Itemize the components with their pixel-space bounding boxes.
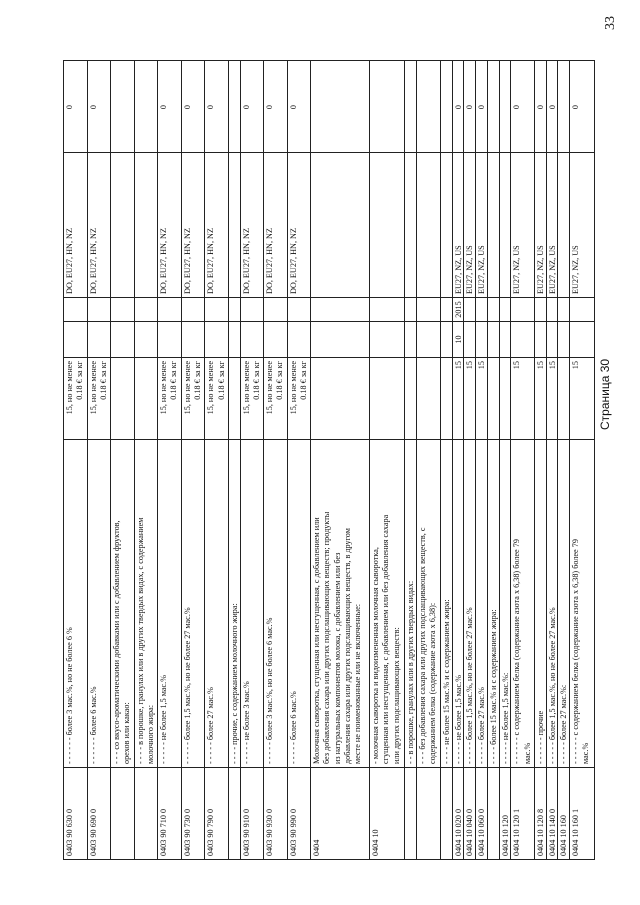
tariff-code <box>111 767 134 859</box>
product-description <box>264 439 287 767</box>
country-list: DO, EU27, HN, NZ <box>158 152 181 297</box>
tariff-code <box>417 767 440 859</box>
quota-value: 0 <box>265 105 275 110</box>
duty-rate-line: 15 <box>465 361 475 370</box>
table-row <box>264 61 288 859</box>
reduced-rate <box>558 321 569 357</box>
duty-rate-line: 0.18 € за кг <box>98 361 108 400</box>
product-description <box>229 439 240 767</box>
product-description <box>311 439 369 767</box>
product-description <box>511 439 534 767</box>
duty-rate-line: 0.18 € за кг <box>275 361 285 400</box>
table-row <box>511 61 535 859</box>
reduced-rate <box>64 321 87 357</box>
duty-rate-line: 0.18 € за кг <box>169 361 179 400</box>
country-list: EU27, NZ, US <box>476 152 487 297</box>
quota-value <box>229 102 240 152</box>
implementation-year <box>182 297 205 321</box>
tariff-code <box>405 767 416 859</box>
reduced-rate <box>547 321 558 357</box>
country-list: EU27, NZ, US <box>464 152 475 297</box>
implementation-year <box>511 297 534 321</box>
country-list <box>500 152 511 297</box>
country-list <box>111 152 134 297</box>
duty-rate-line: 15, но не менее <box>88 361 98 415</box>
table-row <box>135 61 159 859</box>
reduced-rate <box>111 321 134 357</box>
description-line: - - - - более 15 мас.% и с содержанием жира: <box>488 609 498 764</box>
description-line: - - - - - - прочие <box>535 710 545 764</box>
quota-value <box>111 102 134 152</box>
description-line: - - - - не более 15 мас.% и с содержанием жира: <box>441 599 451 764</box>
country-list <box>135 152 158 297</box>
table-row <box>464 61 476 859</box>
product-description <box>500 439 511 767</box>
tariff-code: 0404 10 160 1 <box>570 767 594 859</box>
base-duty-rate <box>464 357 475 439</box>
tariff-code: 0403 90 730 0 <box>182 767 205 859</box>
quota-value <box>500 102 511 152</box>
quota-value: 0 <box>512 105 522 110</box>
product-description <box>535 439 546 767</box>
reduced-rate <box>182 321 205 357</box>
duty-rate-line: 15 <box>477 361 487 370</box>
table-row <box>570 61 594 859</box>
base-duty-rate <box>417 357 440 439</box>
tariff-code: 0403 90 910 0 <box>241 767 264 859</box>
product-description <box>370 439 404 767</box>
duty-rate-line: 0.18 € за кг <box>192 361 202 400</box>
duty-rate-line: 0.18 € за кг <box>251 361 261 400</box>
duty-rate-line: 15 <box>535 361 545 370</box>
duty-rate-line: 15, но не менее <box>182 361 192 415</box>
quota-value <box>488 102 499 152</box>
table-row <box>158 61 182 859</box>
reduced-rate <box>229 321 240 357</box>
implementation-year <box>205 297 228 321</box>
table-row <box>370 61 405 859</box>
implementation-year <box>488 297 499 321</box>
description-line: - - - - - не более 3 мас.% <box>241 681 251 764</box>
country-list <box>441 152 452 297</box>
reduced-rate <box>241 321 264 357</box>
description-line: - - - - - более 1,5 мас.%, но не более 27 мас.% <box>182 607 192 764</box>
base-duty-rate <box>441 357 452 439</box>
reduced-rate <box>135 321 158 357</box>
quota-value: 0 <box>571 105 581 110</box>
reduced-rate <box>158 321 181 357</box>
table-row <box>88 61 112 859</box>
duty-rate-line: 15, но не менее <box>265 361 275 415</box>
duty-rate-line: 0.18 € за кг <box>75 361 85 400</box>
base-duty-rate <box>205 357 228 439</box>
implementation-year <box>64 297 87 321</box>
duty-rate-line: 15 <box>571 361 581 370</box>
country-list <box>417 152 440 297</box>
base-duty-rate <box>311 357 369 439</box>
country-list: EU27, NZ, US <box>535 152 546 297</box>
quota-value: 0 <box>535 105 545 110</box>
reduced-rate <box>205 321 228 357</box>
reduced-rate <box>511 321 534 357</box>
duty-rate-line: 15 <box>453 361 463 370</box>
implementation-year <box>464 297 475 321</box>
table-row <box>111 61 135 859</box>
implementation-year <box>158 297 181 321</box>
country-list <box>488 152 499 297</box>
description-line: - - - - - - более 6 мас.% <box>88 686 98 764</box>
base-duty-rate <box>370 357 404 439</box>
product-description <box>135 439 158 767</box>
quota-value: 0 <box>547 105 557 110</box>
description-line: содержанием белка (содержание азота х 6,38): <box>428 602 438 764</box>
implementation-year <box>241 297 264 321</box>
description-line: - - - - - более 3 мас.%, но не более 6 мас.% <box>265 617 275 764</box>
description-line: - - - - - не более 1,5 мас.% <box>159 674 169 764</box>
tariff-table <box>63 60 595 860</box>
table-row <box>547 61 559 859</box>
country-list <box>370 152 404 297</box>
tariff-code: 0403 90 930 0 <box>264 767 287 859</box>
reduced-rate <box>476 321 487 357</box>
description-line: - - - без добавления сахара или других подслащивающих веществ, с <box>418 527 428 764</box>
base-duty-rate <box>158 357 181 439</box>
description-line: или других подслащивающих веществ: <box>391 627 401 764</box>
duty-rate-line: 15, но не менее <box>159 361 169 415</box>
table-row <box>535 61 547 859</box>
table-row <box>288 61 312 859</box>
implementation-year <box>441 297 452 321</box>
description-line: Молочная сыворотка, сгущенная или несгущенная, с добавлением или <box>312 517 322 764</box>
product-description <box>570 439 594 767</box>
country-list <box>558 152 569 297</box>
reduced-rate <box>464 321 475 357</box>
base-duty-rate <box>405 357 416 439</box>
quota-value <box>417 102 440 152</box>
description-line: молочного жира: <box>145 704 155 764</box>
tariff-code: 0403 90 630 0 <box>64 767 87 859</box>
implementation-year <box>264 297 287 321</box>
quota-value: 0 <box>241 105 251 110</box>
implementation-year <box>476 297 487 321</box>
country-list: DO, EU27, HN, NZ <box>88 152 111 297</box>
base-duty-rate <box>111 357 134 439</box>
country-list: EU27, NZ, US <box>547 152 558 297</box>
product-description <box>453 439 464 767</box>
duty-rate-line: 15, но не менее <box>206 361 216 415</box>
country-list <box>229 152 240 297</box>
tariff-code: 0404 10 040 0 <box>464 767 475 859</box>
duty-rate-line: 15, но не менее <box>288 361 298 415</box>
tariff-code: 0404 10 060 0 <box>476 767 487 859</box>
reduced-rate <box>370 321 404 357</box>
product-description <box>547 439 558 767</box>
base-duty-rate <box>264 357 287 439</box>
product-description <box>241 439 264 767</box>
implementation-year <box>547 297 558 321</box>
implementation-year <box>417 297 440 321</box>
description-line: - - - - - не более 1,5 мас.% <box>453 674 463 764</box>
table-row <box>205 61 229 859</box>
implementation-year <box>535 297 546 321</box>
reduced-rate <box>570 321 594 357</box>
country-list <box>311 152 369 297</box>
base-duty-rate <box>453 357 464 439</box>
quota-value <box>370 102 404 152</box>
tariff-code: 0404 10 120 8 <box>535 767 546 859</box>
implementation-year <box>570 297 594 321</box>
tariff-code <box>441 767 452 859</box>
country-list: EU27, NZ, US <box>453 152 464 297</box>
description-line: - молочная сыворотка и видоизмененная молочная сыворотка, <box>371 547 381 764</box>
product-description <box>288 439 311 767</box>
reduced-rate: 10 <box>453 321 464 357</box>
table-row <box>417 61 441 859</box>
description-line: - - - - прочие, с содержанием молочного жира: <box>229 603 239 764</box>
page-number-handwritten: 33 <box>603 16 618 30</box>
description-line: - - - - - - с содержанием белка (содержание азота х 6,38) более 79 <box>512 539 522 764</box>
description-line: без добавления сахара или других подслащивающих веществ; продукты <box>322 511 332 764</box>
description-line: добавления сахара или других подслащивающих веществ, в другом <box>342 528 352 764</box>
duty-rate-line: 15, но не менее <box>241 361 251 415</box>
table-row <box>229 61 241 859</box>
tariff-code: 0404 10 120 <box>500 767 511 859</box>
reduced-rate <box>441 321 452 357</box>
reduced-rate <box>311 321 369 357</box>
description-line: - - - - - более 27 мас.%: <box>559 684 569 764</box>
reduced-rate <box>88 321 111 357</box>
product-description <box>158 439 181 767</box>
country-list: DO, EU27, HN, NZ <box>241 152 264 297</box>
implementation-year <box>370 297 404 321</box>
tariff-code <box>229 767 240 859</box>
description-line: мас.% <box>581 742 591 764</box>
tariff-code: 0404 10 <box>370 767 404 859</box>
description-line: - - - со вкусо-ароматическими добавками или с добавлением фруктов, <box>112 520 122 764</box>
tariff-code: 0404 10 120 1 <box>511 767 534 859</box>
product-description <box>405 439 416 767</box>
product-description <box>558 439 569 767</box>
quota-value: 0 <box>465 105 475 110</box>
base-duty-rate <box>500 357 511 439</box>
quota-value <box>441 102 452 152</box>
table-row <box>476 61 488 859</box>
quota-value: 0 <box>159 105 169 110</box>
tariff-code: 0403 90 690 0 <box>88 767 111 859</box>
country-list: DO, EU27, HN, NZ <box>182 152 205 297</box>
quota-value: 0 <box>182 105 192 110</box>
quota-value: 0 <box>206 105 216 110</box>
country-list: EU27, NZ, US <box>570 152 594 297</box>
product-description <box>64 439 87 767</box>
quota-value: 0 <box>88 105 98 110</box>
table-row <box>488 61 500 859</box>
implementation-year <box>405 297 416 321</box>
description-line: мас.% <box>522 742 532 764</box>
reduced-rate <box>264 321 287 357</box>
implementation-year: 2015 <box>453 297 464 321</box>
description-line: - - - - - более 6 мас.% <box>288 691 298 764</box>
product-description <box>417 439 440 767</box>
product-description <box>488 439 499 767</box>
quota-value <box>558 102 569 152</box>
base-duty-rate <box>241 357 264 439</box>
description-line: сгущенная или несгущенная, с добавлением или без добавления сахара <box>381 514 391 764</box>
product-description <box>464 439 475 767</box>
description-line: из натуральных компонентов молока, с добавлением или без <box>332 552 342 764</box>
duty-rate-line: 0.18 € за кг <box>298 361 308 400</box>
country-list: EU27, NZ, US <box>511 152 534 297</box>
base-duty-rate <box>558 357 569 439</box>
reduced-rate <box>417 321 440 357</box>
implementation-year <box>88 297 111 321</box>
base-duty-rate <box>535 357 546 439</box>
tariff-code <box>488 767 499 859</box>
tariff-code: 0403 90 790 0 <box>205 767 228 859</box>
table-row <box>64 61 88 859</box>
description-line: - - - - - - более 3 мас.%, но не более 6 % <box>65 627 74 764</box>
description-line: - - - - - не более 1,5 мас.%: <box>500 672 510 764</box>
reduced-rate <box>500 321 511 357</box>
reduced-rate <box>535 321 546 357</box>
product-description <box>205 439 228 767</box>
country-list: DO, EU27, HN, NZ <box>64 152 87 297</box>
base-duty-rate <box>64 357 87 439</box>
base-duty-rate <box>547 357 558 439</box>
table-row <box>241 61 265 859</box>
tariff-code: 0404 10 020 0 <box>453 767 464 859</box>
base-duty-rate <box>488 357 499 439</box>
country-list: DO, EU27, HN, NZ <box>205 152 228 297</box>
description-line: - - - - - более 1,5 мас.%, но не более 27 мас.% <box>465 607 475 764</box>
base-duty-rate <box>182 357 205 439</box>
quota-value: 0 <box>288 105 298 110</box>
base-duty-rate <box>288 357 311 439</box>
product-description <box>441 439 452 767</box>
table-row <box>453 61 465 859</box>
country-list: DO, EU27, HN, NZ <box>264 152 287 297</box>
description-line: - - - - - - с содержанием белка (содержание азота х 6,38) более 79 <box>571 539 581 764</box>
table-row <box>311 61 370 859</box>
implementation-year <box>311 297 369 321</box>
country-list: DO, EU27, HN, NZ <box>288 152 311 297</box>
table-row <box>441 61 453 859</box>
tariff-code: 0403 90 710 0 <box>158 767 181 859</box>
description-line: месте не поименованные или не включенные: <box>353 603 363 764</box>
product-description <box>111 439 134 767</box>
product-description <box>88 439 111 767</box>
tariff-code <box>135 767 158 859</box>
base-duty-rate <box>88 357 111 439</box>
duty-rate-line: 15 <box>547 361 557 370</box>
implementation-year <box>135 297 158 321</box>
implementation-year <box>500 297 511 321</box>
quota-value <box>311 102 369 152</box>
quota-value <box>135 102 158 152</box>
table-row <box>405 61 417 859</box>
reduced-rate <box>288 321 311 357</box>
duty-rate-line: 0.18 € за кг <box>216 361 226 400</box>
quota-value <box>405 102 416 152</box>
description-line: - - - - - более 27 мас.% <box>477 687 487 764</box>
page-footer: Страница 30 <box>598 358 612 430</box>
implementation-year <box>558 297 569 321</box>
tariff-code: 0404 <box>311 767 369 859</box>
base-duty-rate <box>570 357 594 439</box>
description-line: - - в порошке, гранулах или в других твердых видах: <box>406 580 416 764</box>
duty-rate-line: 15 <box>512 361 522 370</box>
implementation-year <box>288 297 311 321</box>
base-duty-rate <box>476 357 487 439</box>
reduced-rate <box>405 321 416 357</box>
table-row <box>182 61 206 859</box>
base-duty-rate <box>135 357 158 439</box>
description-line: - - - - - более 1,5 мас.%, но не более 27 мас.% <box>547 607 557 764</box>
country-list <box>405 152 416 297</box>
base-duty-rate <box>229 357 240 439</box>
quota-value: 0 <box>477 105 487 110</box>
product-description <box>476 439 487 767</box>
description-line: орехов или какао: <box>122 702 132 764</box>
quota-value: 0 <box>65 105 74 110</box>
quota-value: 0 <box>453 105 463 110</box>
description-line: - - - - - более 27 мас.% <box>206 687 216 764</box>
duty-rate-line: 15, но не менее <box>65 361 74 415</box>
tariff-code: 0403 90 990 0 <box>288 767 311 859</box>
table-row <box>500 61 512 859</box>
tariff-code: 0404 10 140 0 <box>547 767 558 859</box>
implementation-year <box>229 297 240 321</box>
table-row <box>558 61 570 859</box>
implementation-year <box>111 297 134 321</box>
description-line: - - - - в порошке, гранулах или в других твердых видах, с содержанием <box>135 517 145 764</box>
product-description <box>182 439 205 767</box>
tariff-code: 0404 10 160 <box>558 767 569 859</box>
base-duty-rate <box>511 357 534 439</box>
reduced-rate <box>488 321 499 357</box>
